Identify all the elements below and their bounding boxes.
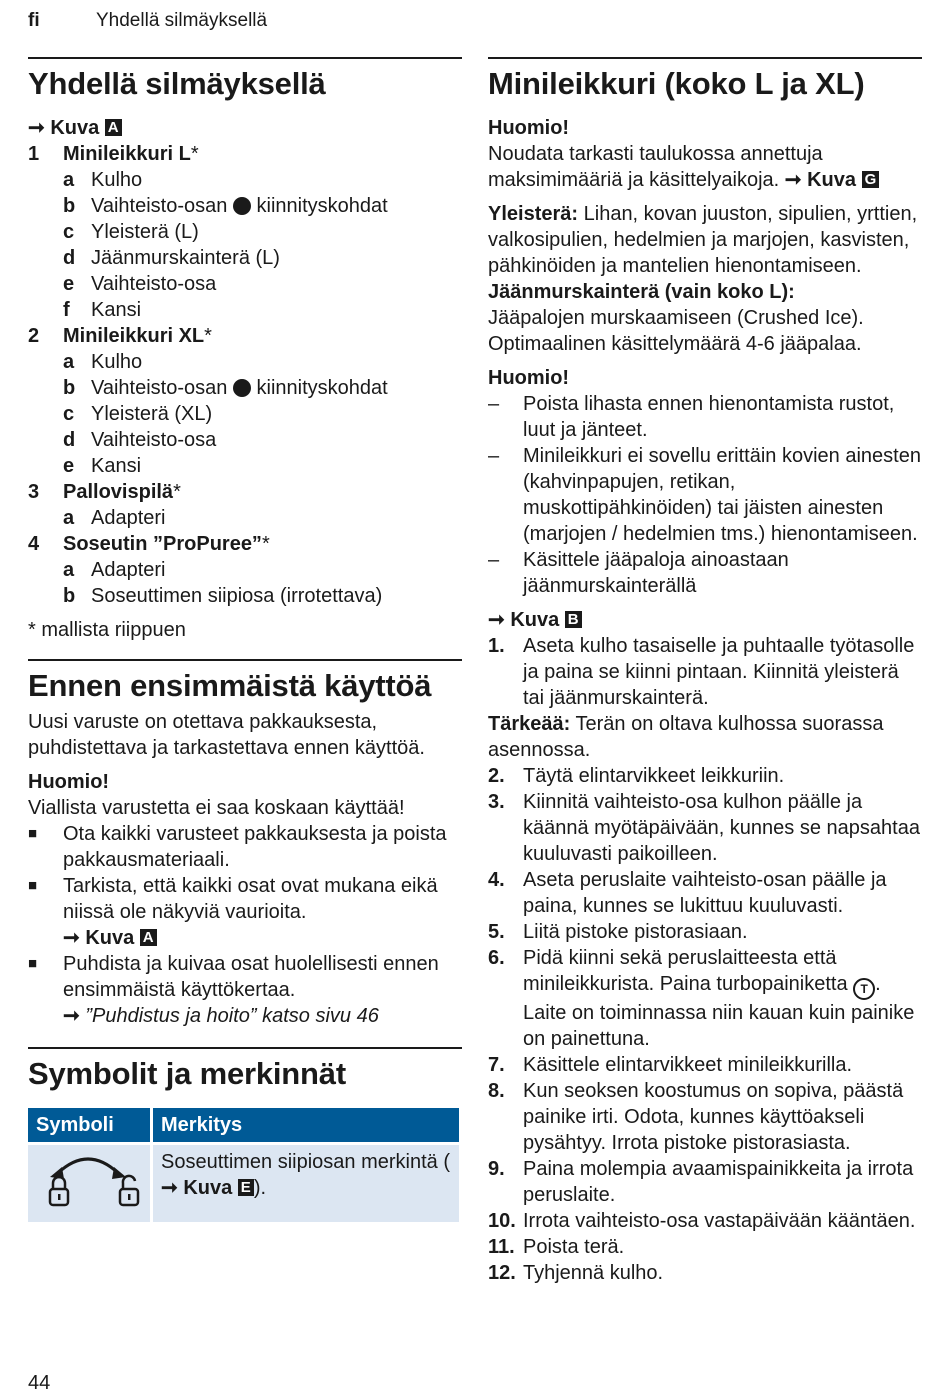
list-item-text: Poista lihasta ennen hienontamista rustot, luut ja jänteet. <box>523 393 895 441</box>
step-number: 6. <box>488 947 505 969</box>
note-body: Noudata tarkasti taulukossa annettuja maksimimääriä ja käsittelyaikoja. <box>488 143 823 191</box>
square-bullet-icon: ■ <box>28 877 38 894</box>
sub-item-letter: b <box>63 585 76 607</box>
sub-item <box>28 583 462 609</box>
meaning-text: Soseuttimen siipiosan merkintä ( <box>161 1151 451 1173</box>
dash-bullet: – <box>488 549 500 571</box>
item-name: Soseutin ”ProPuree” <box>63 533 262 555</box>
sub-item-label: Kansi <box>91 455 142 477</box>
step-text: Täytä elintarvikkeet leikkuriin. <box>523 765 785 787</box>
dash-bullet: – <box>488 393 500 415</box>
sub-item-text <box>91 557 166 583</box>
parts-list-item <box>28 479 462 505</box>
sub-item-letter: d <box>63 429 76 451</box>
asterisk: * <box>261 533 270 555</box>
parts-list-item <box>28 531 462 557</box>
step-text: Liitä pistoke pistorasiaan. <box>523 921 748 943</box>
step-item <box>488 1052 922 1078</box>
language-code: fi <box>28 10 40 31</box>
parts-list <box>28 141 462 609</box>
figure-reference <box>28 115 462 141</box>
section-title-minichopper: Minileikkuri (koko L ja XL) <box>488 57 922 103</box>
ref-word: Kuva <box>510 609 560 631</box>
sub-item-letter: e <box>63 455 75 477</box>
step-item <box>488 789 922 867</box>
filled-circle-icon <box>233 197 251 215</box>
sub-item <box>28 401 462 427</box>
figure-letter-badge: E <box>238 1179 254 1196</box>
term: Yleisterä: <box>488 203 579 225</box>
sub-item-label-end: kiinnityskohdat <box>256 195 388 217</box>
step-number: 5. <box>488 921 505 943</box>
arrow-right-icon: ➞ <box>161 1177 178 1199</box>
ref-word: Kuva <box>183 1177 233 1199</box>
list-item <box>488 391 922 443</box>
sub-item <box>28 505 462 531</box>
sub-item-label-end: kiinnityskohdat <box>256 377 388 399</box>
sub-item-label: Vaihteisto-osa <box>91 429 217 451</box>
sub-item <box>28 297 462 323</box>
ref-word: Kuva <box>807 169 856 191</box>
step-text: Kiinnitä vaihteisto-osa kulhon päälle ja käännä myötäpäivään, kunnes se napsahtaa kuuluvasti paikoilleen. <box>523 791 920 865</box>
sub-item <box>28 193 462 219</box>
sub-item-label: Vaihteisto-osan <box>91 195 228 217</box>
turbo-button-icon: T <box>853 978 875 1000</box>
sub-item-label: Vaihteisto-osa <box>91 273 217 295</box>
list-item <box>28 873 462 951</box>
lock-unlock-symbol <box>28 1145 150 1222</box>
step-number: 12. <box>488 1262 516 1284</box>
item-label <box>63 531 270 557</box>
sub-item-text <box>91 453 141 479</box>
term-description: Lihan, kovan juuston, sipulien, yrttien, valkosipulien, hedelmien ja marjojen, kasvisten, pähkinöiden ja mantelien hienontamiseen. <box>488 203 918 277</box>
step-text: Paina molempia avaamispainikkeita ja irrota peruslaite. <box>523 1158 914 1206</box>
figure-reference <box>488 607 922 633</box>
step-item <box>488 867 922 919</box>
right-column <box>488 57 922 1286</box>
sub-item-letter: c <box>63 403 75 425</box>
step-number: 2. <box>488 765 505 787</box>
asterisk: * <box>204 325 212 347</box>
sub-item-label: Jäänmurskainterä (L) <box>91 247 280 269</box>
term: Tärkeää: <box>488 713 571 735</box>
sub-item-letter: d <box>63 247 76 269</box>
note-text <box>488 141 922 193</box>
sub-item-text <box>91 245 280 271</box>
item-number: 4 <box>28 533 40 555</box>
step-item <box>488 1208 922 1234</box>
sub-item-letter: e <box>63 273 75 295</box>
step-item <box>488 633 922 711</box>
term-description: Jääpalojen murskaamiseen (Crushed Ice). Optimaalinen käsittelymäärä 4-6 jääpalaa. <box>488 307 864 355</box>
sub-item-text <box>91 193 388 219</box>
list-item <box>28 951 462 1029</box>
arrow-right-icon: ➞ <box>63 927 80 949</box>
item-name: Minileikkuri XL <box>63 325 205 347</box>
sub-item-label: Yleisterä (L) <box>91 221 199 243</box>
section-title-before-first-use: Ennen ensimmäistä käyttöä <box>28 659 462 705</box>
figure-letter-badge: G <box>862 171 880 188</box>
arrow-right-icon: ➞ <box>28 117 45 139</box>
section-title-overview: Yhdellä silmäyksellä <box>28 57 462 103</box>
note-text: Viallista varustetta ei saa koskaan käyttää! <box>28 797 405 819</box>
ref-word: Kuva <box>50 117 100 139</box>
sub-item-letter: a <box>63 169 75 191</box>
item-number: 2 <box>28 325 40 347</box>
section-title-symbols: Symbolit ja merkinnät <box>28 1047 462 1093</box>
sub-item-label: Kulho <box>91 169 143 191</box>
warning-list <box>488 391 922 599</box>
sub-item <box>28 219 462 245</box>
sub-item-text <box>91 349 142 375</box>
sub-item-letter: b <box>63 195 76 217</box>
figure-letter-badge: A <box>105 119 122 136</box>
sub-item-letter: a <box>63 351 75 373</box>
sub-item <box>28 375 462 401</box>
step-number: 3. <box>488 791 505 813</box>
ref-word: Kuva <box>85 927 135 949</box>
step-list <box>488 763 922 945</box>
sub-item-text <box>91 219 199 245</box>
symbol-meaning <box>153 1145 459 1222</box>
list-item <box>28 821 462 873</box>
item-number: 1 <box>28 143 40 165</box>
sub-item-label: Soseuttimen siipiosa (irrotettava) <box>91 585 383 607</box>
item-label <box>63 323 212 349</box>
step-number: 9. <box>488 1158 505 1180</box>
sub-item <box>28 167 462 193</box>
sub-item-label: Kansi <box>91 299 142 321</box>
footnote: * mallista riippuen <box>28 619 186 641</box>
square-bullet-icon: ■ <box>28 825 38 842</box>
step-item <box>488 1260 922 1286</box>
sub-item-label: Yleisterä (XL) <box>91 403 213 425</box>
page-header <box>28 8 928 34</box>
header-title: Yhdellä silmäyksellä <box>96 10 268 31</box>
sub-item-text <box>91 271 216 297</box>
step-list <box>488 1052 922 1286</box>
table-header-symbol: Symboli <box>28 1108 150 1142</box>
sub-item-text <box>91 297 141 323</box>
cross-reference: ”Puhdistus ja hoito” katso sivu 46 <box>85 1005 379 1027</box>
step-text: Tyhjennä kulho. <box>523 1262 664 1284</box>
step-text-end: . Laite on toiminnassa niin kauan kuin painike on painettuna. <box>523 973 915 1050</box>
sub-item-text <box>91 401 212 427</box>
sub-item-text <box>91 375 388 401</box>
sub-item-label: Vaihteisto-osan <box>91 377 228 399</box>
step-number: 8. <box>488 1080 505 1102</box>
step-text: Aseta peruslaite vaihteisto-osan päälle ja paina, kunnes se lukittuu kuuluvasti. <box>523 869 887 917</box>
list-item-text: Käsittele jääpaloja ainoastaan jäänmurskainterällä <box>523 549 789 597</box>
sub-item <box>28 453 462 479</box>
page-number: 44 <box>28 1372 51 1394</box>
sub-item-letter: b <box>63 377 76 399</box>
dash-bullet: – <box>488 445 500 467</box>
step-number: 11. <box>488 1236 515 1258</box>
list-item-text: Minileikkuri ei sovellu erittäin kovien ainesten (kahvinpapujen, retikan, muskottipähkinöiden) tai jäisten ainesten (marjojen / hedelmien tms.) hienontamiseen. <box>523 445 921 545</box>
step-item <box>488 919 922 945</box>
parts-list-item <box>28 323 462 349</box>
step-text: Pidä kiinni sekä peruslaitteesta että minileikkurista. Paina turbopainiketta <box>523 947 848 995</box>
step-number: 1. <box>488 635 505 657</box>
sub-item-label: Adapteri <box>91 507 166 529</box>
bullet-text: Ota kaikki varusteet pakkauksesta ja poista pakkausmateriaali. <box>63 823 447 871</box>
step-text: Käsittele elintarvikkeet minileikkurilla. <box>523 1054 853 1076</box>
arrow-right-icon: ➞ <box>784 169 802 191</box>
step-number: 4. <box>488 869 505 891</box>
sub-item-text <box>91 427 216 453</box>
item-number: 3 <box>28 481 40 503</box>
item-name: Minileikkuri L <box>63 143 191 165</box>
table-row <box>28 1145 459 1222</box>
item-label <box>63 141 199 167</box>
left-column <box>28 57 462 1225</box>
square-bullet-icon: ■ <box>28 955 38 972</box>
step-item <box>488 1234 922 1260</box>
asterisk: * <box>190 143 199 165</box>
sub-item-letter: c <box>63 221 75 243</box>
note-title: Huomio! <box>488 367 570 389</box>
bullet-text: Tarkista, että kaikki osat ovat mukana eikä niissä ole näkyviä vaurioita. <box>63 875 438 923</box>
item-name: Pallovispilä <box>63 481 174 503</box>
arrow-right-icon: ➞ <box>488 609 505 631</box>
table-header-meaning: Merkitys <box>153 1108 459 1142</box>
lock-rotate-icon <box>36 1149 142 1211</box>
figure-letter-badge: A <box>140 929 157 946</box>
important-text: Terän on oltava kulhossa suorassa asennossa. <box>488 713 884 761</box>
step-item <box>488 1078 922 1156</box>
filled-circle-icon <box>233 379 251 397</box>
list-item <box>488 443 922 547</box>
symbols-table <box>25 1105 462 1225</box>
sub-item-text <box>91 583 382 609</box>
note-title: Huomio! <box>28 771 110 793</box>
list-item <box>488 547 922 599</box>
sub-item-letter: a <box>63 559 75 581</box>
asterisk: * <box>173 481 181 503</box>
sub-item-text <box>91 505 166 531</box>
step-number: 10. <box>488 1210 516 1232</box>
step-text: Poista terä. <box>523 1236 625 1258</box>
term: Jäänmurskainterä (vain koko L): <box>488 281 795 303</box>
bullet-text: Puhdista ja kuivaa osat huolellisesti ennen ensimmäistä käyttökertaa. <box>63 953 439 1001</box>
step-text: Irrota vaihteisto-osa vastapäivään kääntäen. <box>523 1210 916 1232</box>
sub-item <box>28 557 462 583</box>
sub-item <box>28 271 462 297</box>
arrow-right-icon: ➞ <box>63 1005 80 1027</box>
figure-letter-badge: B <box>565 611 582 628</box>
step-item <box>488 1156 922 1208</box>
paragraph-universal-blade <box>488 201 922 279</box>
sub-item-letter: f <box>63 299 70 321</box>
item-label <box>63 479 181 505</box>
intro-text: Uusi varuste on otettava pakkauksesta, puhdistettava ja tarkastettava ennen käyttöä. <box>28 711 425 759</box>
sub-item-label: Kulho <box>91 351 143 373</box>
step-item <box>488 945 922 1052</box>
step-text: Aseta kulho tasaiselle ja puhtaalle työtasolle ja paina se kiinni pintaan. Kiinnitä yleisterä tai jäänmurskainterä. <box>523 635 915 709</box>
sub-item-label: Adapteri <box>91 559 166 581</box>
sub-item <box>28 245 462 271</box>
note-title: Huomio! <box>488 117 570 139</box>
sub-item <box>28 427 462 453</box>
important-note <box>488 711 922 763</box>
paragraph-ice-blade <box>488 279 922 357</box>
sub-item-letter: a <box>63 507 75 529</box>
step-item <box>488 763 922 789</box>
step-number: 7. <box>488 1054 505 1076</box>
meaning-text-end: ). <box>253 1177 267 1199</box>
step-text: Kun seoksen koostumus on sopiva, päästä painike irti. Odota, kunnes käyttöakseli pysähtyy. Irrota pistoke pistorasiasta. <box>523 1080 904 1154</box>
sub-item-text <box>91 167 142 193</box>
sub-item <box>28 349 462 375</box>
parts-list-item <box>28 141 462 167</box>
